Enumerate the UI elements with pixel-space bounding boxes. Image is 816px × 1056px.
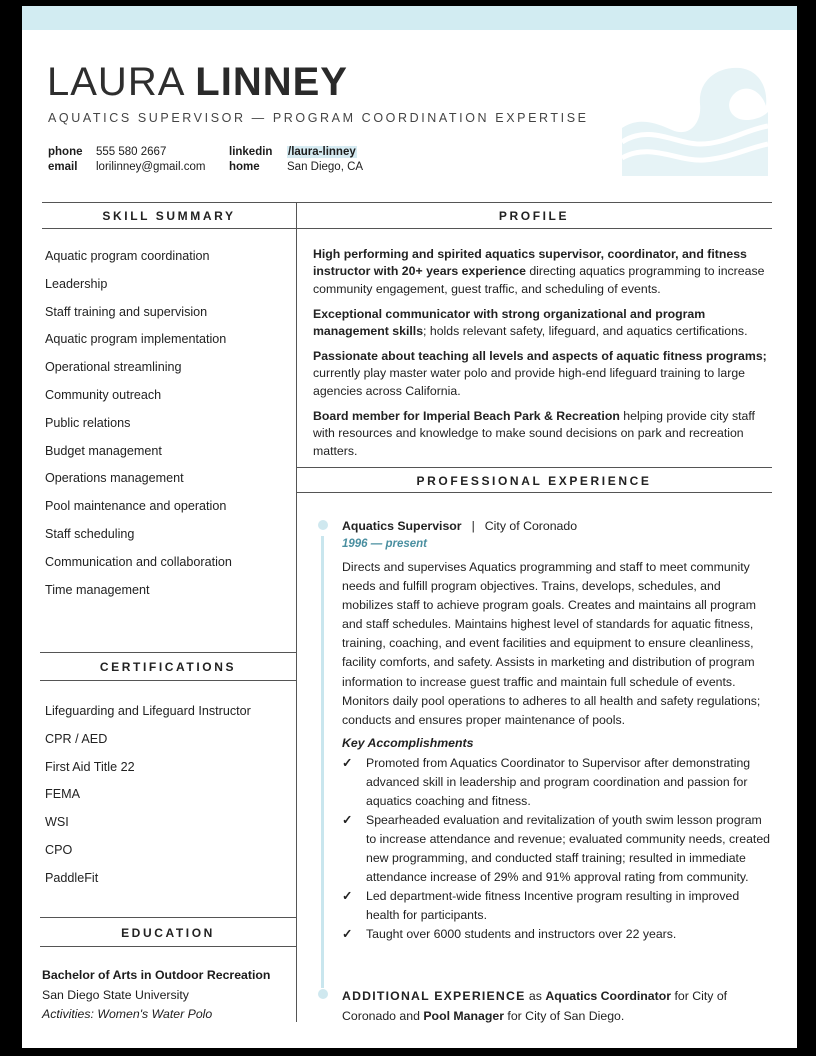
job-title: Aquatics Supervisor: [342, 519, 462, 533]
list-item: Community outreach: [45, 387, 162, 402]
list-item: First Aid Title 22: [45, 759, 135, 774]
checkmark-icon: ✓: [342, 812, 353, 827]
list-item: Staff training and supervision: [45, 304, 208, 319]
profile-lead: Passionate about teaching all levels and aspects of aquatic fitness programs;: [313, 349, 767, 364]
list-item: Time management: [45, 582, 150, 597]
top-accent-bar: [22, 6, 797, 30]
accomplishment-text: Spearheaded evaluation and revitalization of youth swim lesson program to increase attendance and revenue; evaluated community needs, created new programming, and conducted staff training; resulted in immediate attendance increase of 29% and 91% approval rating from community.: [366, 812, 771, 884]
linkedin-link[interactable]: /laura-linney: [288, 146, 356, 158]
profile-heading-rule: [296, 228, 772, 229]
profile-section: [313, 246, 773, 467]
candidate-name: [47, 60, 348, 104]
contact-left: [48, 145, 205, 175]
accomplishments-heading: Key Accomplishments: [342, 735, 474, 750]
accomplishment-text: Taught over 6000 students and instructors over 22 years.: [366, 926, 677, 941]
list-item: Staff scheduling: [45, 526, 135, 541]
home-label: home: [229, 161, 260, 173]
email-label: email: [48, 161, 78, 173]
accomplishments-list: [342, 754, 772, 944]
degree: Bachelor of Arts in Outdoor Recreation: [42, 968, 271, 982]
skills-list: [45, 249, 232, 610]
last-name: LINNEY: [195, 60, 348, 104]
timeline-line: [321, 536, 324, 988]
accomplishment-text: Promoted from Aquatics Coordinator to Supervisor after demonstrating advanced skill in leadership and program coordination and passion for aquatics coaching and fitness.: [366, 755, 751, 808]
job-dates: 1996 — present: [342, 538, 428, 550]
list-item: Communication and collaboration: [45, 554, 232, 569]
profile-paragraph: [313, 348, 773, 400]
additional-role: Aquatics Coordinator: [545, 989, 672, 1003]
school: San Diego State University: [42, 987, 189, 1002]
additional-text: for City of San Diego.: [504, 1008, 625, 1023]
first-name: LAURA: [47, 60, 184, 104]
additional-role: Pool Manager: [423, 1008, 504, 1023]
list-item: Budget management: [45, 443, 162, 458]
job-description: Directs and supervises Aquatics programming and staff to meet community needs and fulfill program objectives. Trains, develops, schedules, and mobilizes staff to achieve program goals. Creates and maintains all program and staff schedules. Maintains highest level of standards for aquatic fitness, training, coaching, and event facilities and equipment to ensure cleanliness, facility comforts, and safety. Assists in marketing and distribution of program information to increase guest traffic and maintain full schedule of events. Monitors daily pool operations to adheres to all health and safety regulations; conducts and ensures proper maintenance of pools.: [342, 560, 761, 727]
list-item: Operational streamlining: [45, 360, 182, 375]
linkedin-label: linkedin: [229, 146, 273, 158]
list-item: CPO: [45, 842, 73, 857]
profile-paragraph: [313, 246, 773, 298]
job-header: [342, 518, 772, 535]
profile-lead: High performing and spirited aquatics supervisor, coordinator, and fitness instructor with 20+ years experience: [313, 247, 747, 279]
accomplishment-item: [342, 754, 772, 811]
profile-text: directing aquatics programming to increase community engagement, guest traffic, and scheduling of events.: [313, 264, 765, 296]
contact-right: [229, 145, 363, 175]
column-divider: [296, 202, 297, 1022]
resume-page: [22, 6, 797, 1048]
wave-logo-icon: [620, 58, 770, 178]
list-item: Operations management: [45, 471, 184, 486]
activities: Activities: Women's Water Polo: [42, 1007, 213, 1021]
job-entry: [342, 518, 772, 944]
profile-text: currently play master water polo and provide high-end lifeguard training to large agencies across California.: [313, 366, 746, 398]
certs-top-rule: [40, 652, 296, 653]
additional-text: for City of Coronado and: [342, 989, 728, 1023]
checkmark-icon: ✓: [342, 755, 353, 770]
certifications-list: [45, 704, 251, 899]
list-item: Aquatic program implementation: [45, 332, 227, 347]
additional-text: as: [525, 989, 546, 1003]
experience-heading: PROFESSIONAL EXPERIENCE: [416, 474, 652, 488]
list-item: WSI: [45, 815, 69, 830]
profile-text: ; holds relevant safety, lifeguard, and aquatics certifications.: [423, 324, 748, 339]
education-entry: [42, 966, 270, 1025]
profile-text: helping provide city staff with resources and knowledge to make sound decisions on park and recreation matters.: [313, 408, 755, 458]
phone-value: 555 580 2667: [96, 146, 167, 158]
job-employer: City of Coronado: [484, 519, 578, 533]
skills-heading-rule: [42, 228, 296, 229]
profile-lead: Exceptional communicator with strong organizational and program management skills: [313, 306, 706, 339]
job-separator: |: [471, 519, 475, 533]
accomplishment-item: [342, 887, 772, 925]
accomplishment-item: [342, 811, 772, 887]
profile-heading: PROFILE: [498, 209, 570, 223]
certifications-heading: CERTIFICATIONS: [99, 660, 237, 674]
certs-heading-rule: [40, 680, 296, 681]
list-item: PaddleFit: [45, 870, 99, 885]
list-item: Lifeguarding and Lifeguard Instructor: [45, 704, 251, 718]
list-item: CPR / AED: [45, 731, 108, 746]
accomplishment-text: Led department-wide fitness Incentive program resulting in improved health for participants.: [366, 888, 740, 922]
list-item: Aquatic program coordination: [45, 249, 210, 263]
list-item: FEMA: [45, 787, 80, 802]
checkmark-icon: ✓: [342, 888, 353, 903]
list-item: Public relations: [45, 415, 131, 430]
list-item: Leadership: [45, 276, 108, 291]
tagline: AQUATICS SUPERVISOR — PROGRAM COORDINATION EXPERTISE: [48, 111, 589, 125]
education-top-rule: [40, 917, 296, 918]
list-item: Pool maintenance and operation: [45, 499, 227, 514]
email-link[interactable]: lorilinney@gmail.com: [96, 161, 206, 173]
profile-paragraph: [313, 408, 773, 460]
phone-label: phone: [48, 146, 83, 158]
timeline-dot: [318, 989, 328, 999]
profile-paragraph: [313, 306, 773, 341]
additional-experience: [342, 987, 772, 1026]
timeline-dot: [318, 520, 328, 530]
experience-top-rule: [296, 467, 772, 468]
education-heading-rule: [40, 946, 296, 947]
additional-heading: ADDITIONAL EXPERIENCE: [342, 989, 526, 1003]
main-divider: [42, 202, 772, 203]
home-value: San Diego, CA: [287, 161, 364, 173]
experience-heading-rule: [296, 492, 772, 493]
education-heading: EDUCATION: [121, 926, 215, 940]
skills-heading: SKILL SUMMARY: [102, 209, 236, 223]
checkmark-icon: ✓: [342, 926, 353, 941]
profile-lead: Board member for Imperial Beach Park & Recreation: [313, 408, 620, 423]
accomplishment-item: [342, 925, 772, 944]
